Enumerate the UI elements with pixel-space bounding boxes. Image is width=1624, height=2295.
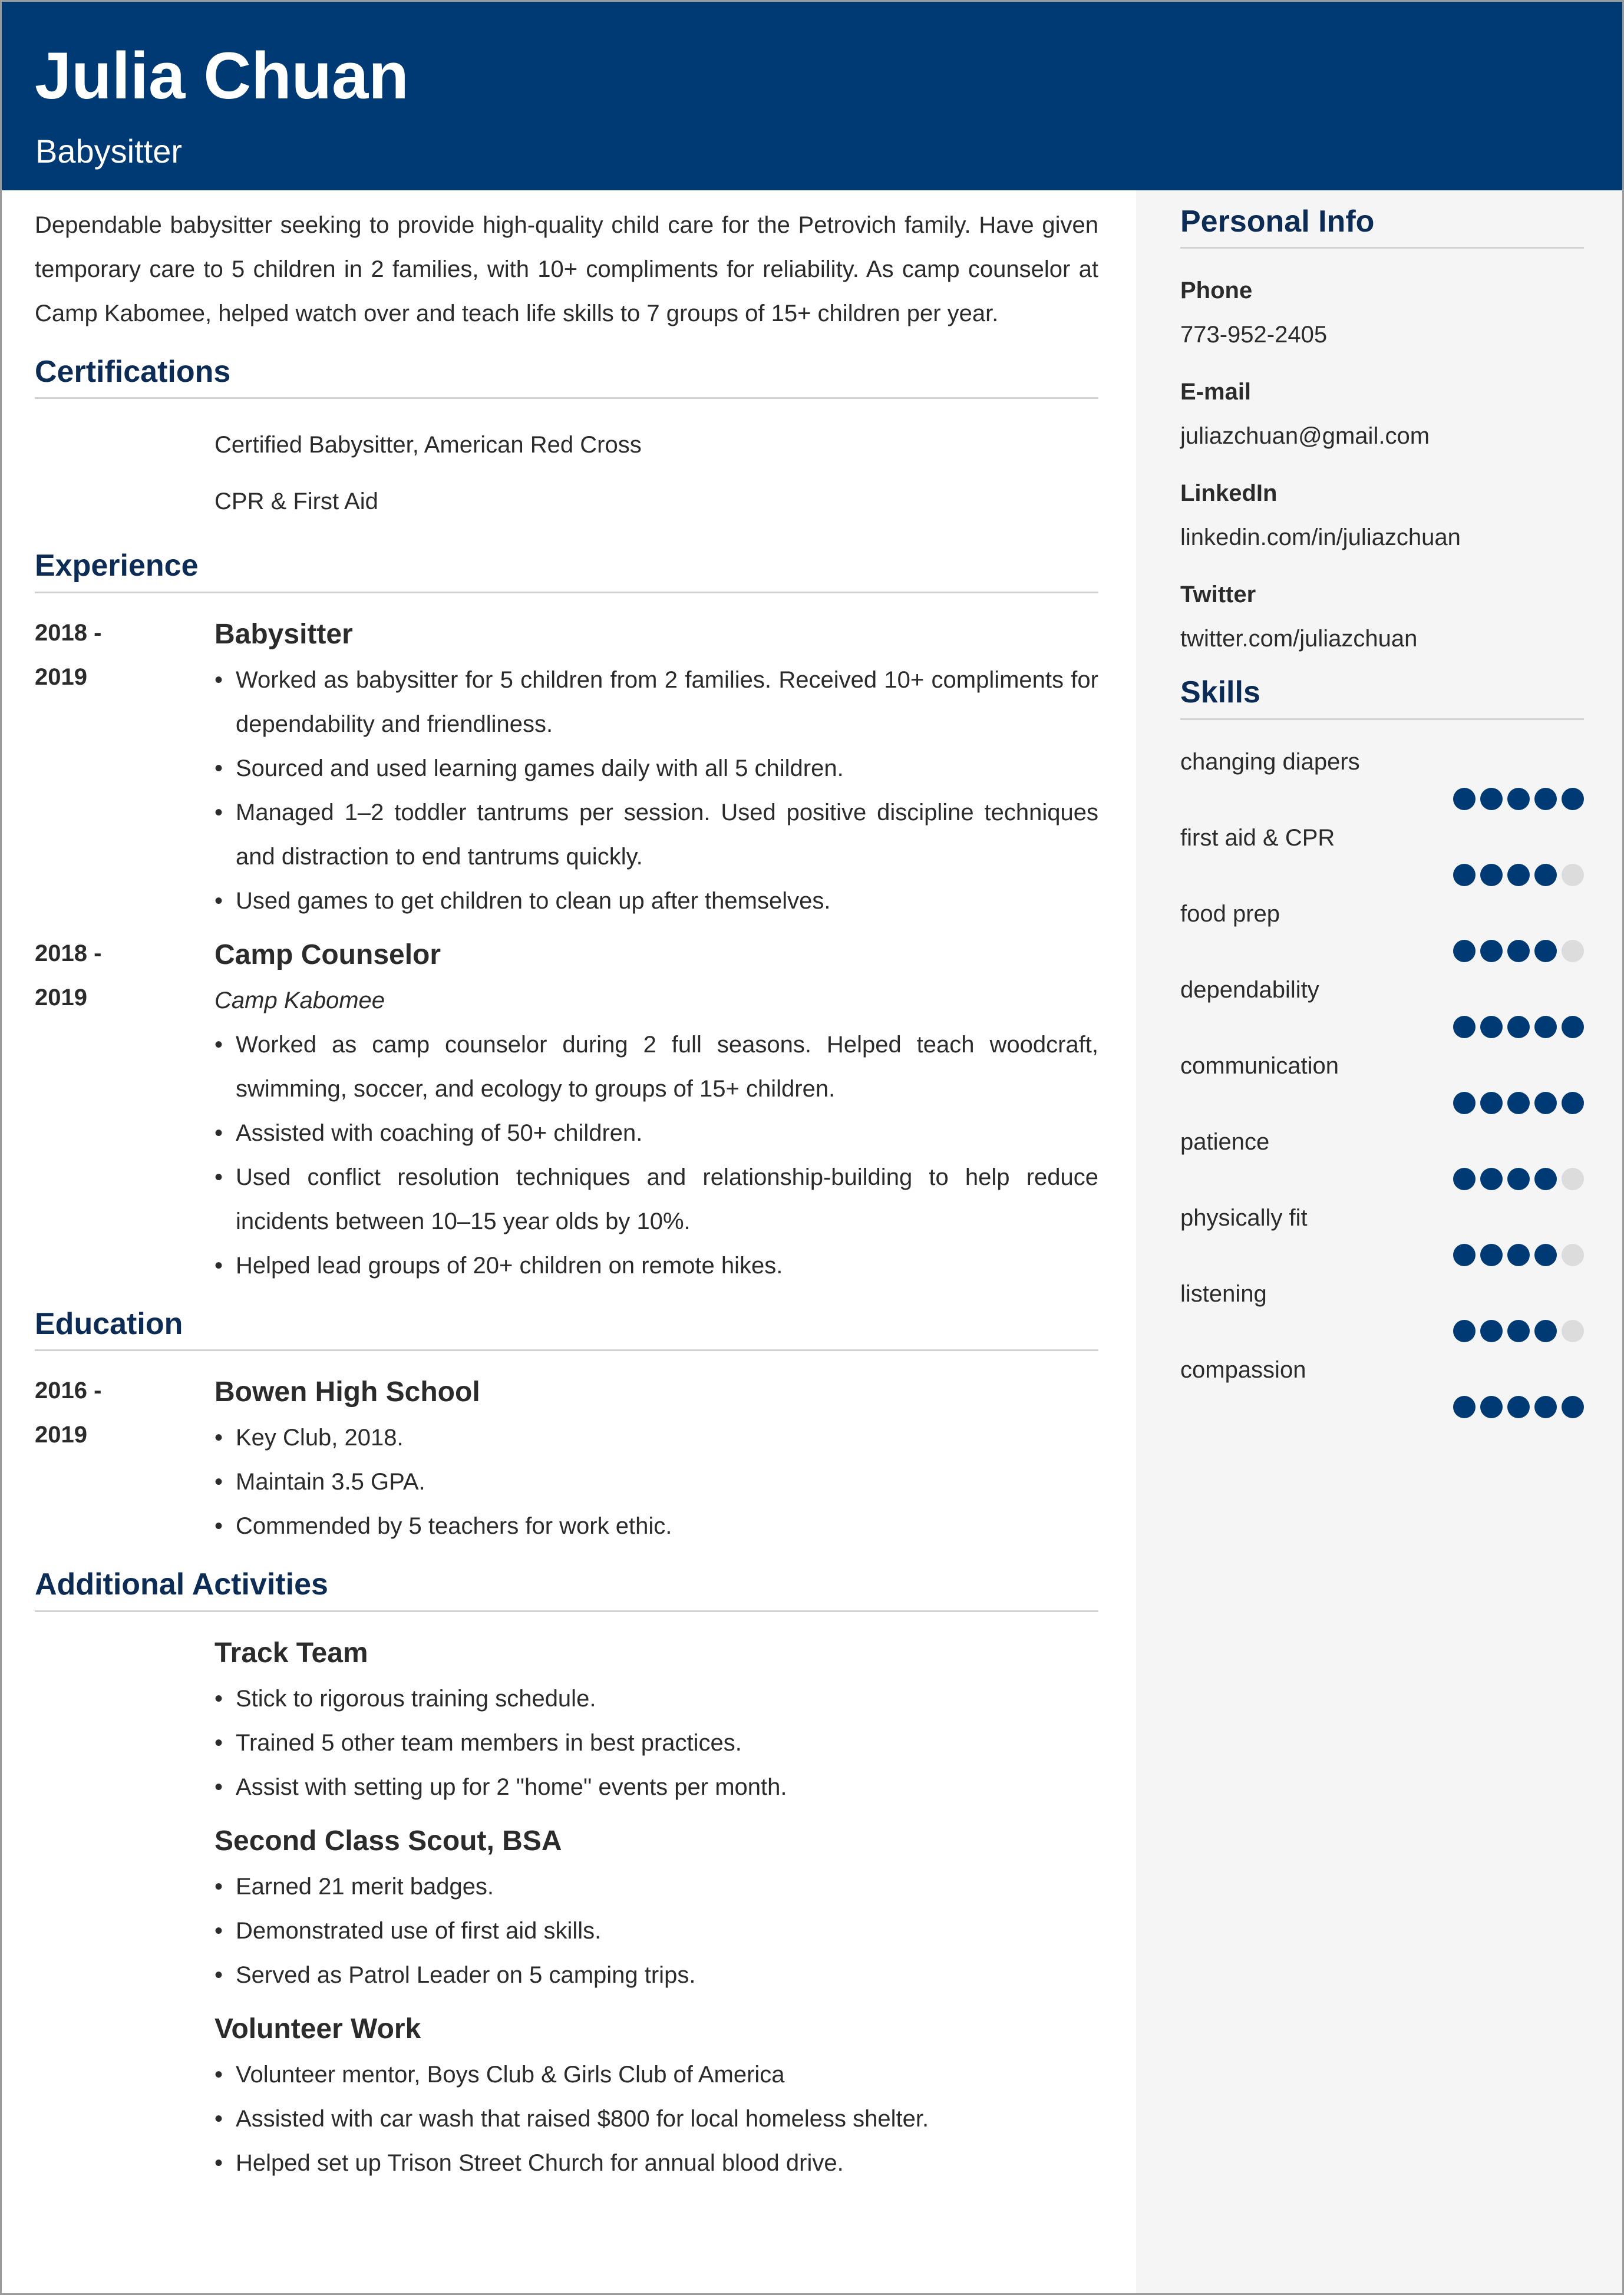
bullet-item: • Helped set up Trison Street Church for annual blood drive. (214, 2141, 1098, 2185)
entry-title: Camp Counselor (214, 939, 441, 970)
entry-organization: Camp Kabomee (214, 987, 385, 1013)
rating-dot-empty (1562, 1320, 1584, 1342)
skill-name: dependability (1180, 976, 1319, 1003)
rating-dot-filled (1562, 1396, 1584, 1418)
rating-dot-empty (1562, 864, 1584, 886)
activities-heading: Additional Activities (35, 1566, 1098, 1612)
rating-dot-filled (1534, 1396, 1557, 1418)
entry-title: Bowen High School (214, 1376, 480, 1408)
skill-rating (1180, 940, 1584, 962)
skill-item (1180, 1196, 1584, 1266)
rating-dot-filled (1480, 940, 1503, 962)
entry-date (35, 1369, 214, 1548)
entry-bullets (214, 1677, 1098, 1809)
rating-dot-filled (1534, 940, 1557, 962)
skills-heading: Skills (1180, 674, 1584, 719)
entry-date (35, 932, 214, 1288)
rating-dot-filled (1534, 1016, 1557, 1038)
skill-name: physically fit (1180, 1204, 1308, 1231)
bullet-item: • Worked as camp counselor during 2 full seasons. Helped teach woodcraft, swimming, soccer, and ecology to groups of 15+ children. (214, 1023, 1098, 1111)
skill-rating (1180, 864, 1584, 886)
rating-dot-filled (1453, 788, 1476, 810)
education-heading: Education (35, 1306, 1098, 1351)
info-label: E-mail (1180, 379, 1252, 405)
skill-name: changing diapers (1180, 748, 1360, 775)
skill-name: listening (1180, 1280, 1267, 1307)
bullet-item: • Volunteer mentor, Boys Club & Girls Club of America (214, 2053, 1098, 2097)
date-start: 2018 - (35, 619, 102, 646)
skill-name: communication (1180, 1052, 1339, 1079)
rating-dot-filled (1534, 864, 1557, 886)
rating-dot-empty (1562, 940, 1584, 962)
bullet-item: • Key Club, 2018. (214, 1416, 1098, 1460)
skill-rating (1180, 1092, 1584, 1114)
rating-dot-filled (1453, 940, 1476, 962)
bullet-item: • Earned 21 merit badges. (214, 1865, 1098, 1909)
main-column (35, 203, 1098, 2194)
bullet-item: • Used conflict resolution techniques and relationship-building to help reduce incidents between 10–15 year olds by 10%. (214, 1155, 1098, 1244)
certifications-list (214, 417, 1098, 530)
bullet-item: • Helped lead groups of 20+ children on remote hikes. (214, 1244, 1098, 1288)
experience-heading: Experience (35, 547, 1098, 593)
rating-dot-empty (1562, 1244, 1584, 1266)
rating-dot-filled (1534, 1244, 1557, 1266)
rating-dot-filled (1507, 1244, 1530, 1266)
skill-name: patience (1180, 1128, 1270, 1155)
summary: Dependable babysitter seeking to provide high-quality child care for the Petrovich family. Have given temporary care to 5 children in 2 families, with 10+ compliments for reliability. As camp counselor at Camp Kabomee, helped watch over and teach life skills to 7 groups of 15+ children per year. (35, 212, 1098, 326)
experience-entry (35, 932, 1098, 1288)
skill-item (1180, 1044, 1584, 1114)
resume-header (2, 2, 1622, 190)
rating-dot-filled (1453, 1320, 1476, 1342)
bullet-item: • Used games to get children to clean up after themselves. (214, 879, 1098, 923)
skill-item (1180, 968, 1584, 1038)
rating-dot-filled (1453, 1168, 1476, 1190)
rating-dot-filled (1507, 940, 1530, 962)
sidebar-content (1180, 203, 1584, 1424)
rating-dot-filled (1453, 864, 1476, 886)
candidate-name: Julia Chuan (35, 39, 409, 113)
bullet-item: • Commended by 5 teachers for work ethic. (214, 1504, 1098, 1548)
entry-title: Track Team (214, 1637, 368, 1669)
bullet-item: • Assist with setting up for 2 "home" events per month. (214, 1765, 1098, 1809)
date-end: 2019 (35, 663, 87, 690)
activity-entry (35, 1818, 1098, 1997)
entry-title: Volunteer Work (214, 2013, 421, 2045)
bullet-item: • Maintain 3.5 GPA. (214, 1460, 1098, 1504)
rating-dot-filled (1562, 788, 1584, 810)
rating-dot-filled (1534, 1168, 1557, 1190)
bullet-item: • Managed 1–2 toddler tantrums per session. Used positive discipline techniques and distraction to end tantrums quickly. (214, 791, 1098, 879)
entry-date (35, 611, 214, 923)
skill-item (1180, 740, 1584, 810)
bullet-item: • Assisted with coaching of 50+ children. (214, 1111, 1098, 1155)
rating-dot-filled (1453, 1244, 1476, 1266)
info-email (1180, 370, 1584, 458)
candidate-role: Babysitter (35, 133, 182, 170)
skill-item (1180, 1348, 1584, 1418)
certification-item: Certified Babysitter, American Red Cross (214, 432, 642, 458)
rating-dot-filled (1453, 1016, 1476, 1038)
skill-rating (1180, 1396, 1584, 1418)
skill-rating (1180, 1320, 1584, 1342)
rating-dot-filled (1480, 864, 1503, 886)
entry-bullets (214, 1023, 1098, 1288)
rating-dot-filled (1562, 1016, 1584, 1038)
rating-dot-filled (1480, 1092, 1503, 1114)
skill-name: first aid & CPR (1180, 824, 1335, 851)
rating-dot-filled (1507, 788, 1530, 810)
bullet-item: • Served as Patrol Leader on 5 camping trips. (214, 1953, 1098, 1997)
skill-rating (1180, 1016, 1584, 1038)
activity-entry (35, 1630, 1098, 1809)
info-twitter (1180, 573, 1584, 661)
rating-dot-filled (1534, 788, 1557, 810)
phone-value: 773-952-2405 (1180, 322, 1328, 348)
rating-dot-filled (1534, 1320, 1557, 1342)
skill-rating (1180, 1168, 1584, 1190)
rating-dot-filled (1480, 788, 1503, 810)
twitter-value: twitter.com/juliazchuan (1180, 626, 1418, 652)
bullet-item: • Sourced and used learning games daily with all 5 children. (214, 747, 1098, 791)
date-end: 2019 (35, 984, 87, 1011)
entry-bullets (214, 658, 1098, 923)
bullet-item: • Worked as babysitter for 5 children from 2 families. Received 10+ compliments for dependability and friendliness. (214, 658, 1098, 747)
rating-dot-filled (1507, 1168, 1530, 1190)
linkedin-value: linkedin.com/in/juliazchuan (1180, 524, 1461, 551)
rating-dot-filled (1507, 1396, 1530, 1418)
rating-dot-filled (1562, 1092, 1584, 1114)
certifications-heading: Certifications (35, 354, 1098, 399)
bullet-item: • Stick to rigorous training schedule. (214, 1677, 1098, 1721)
skill-item (1180, 1120, 1584, 1190)
skill-rating (1180, 788, 1584, 810)
info-label: Twitter (1180, 582, 1256, 608)
rating-dot-filled (1534, 1092, 1557, 1114)
info-label: Phone (1180, 278, 1253, 304)
entry-bullets (214, 1865, 1098, 1997)
skill-rating (1180, 1244, 1584, 1266)
date-start: 2016 - (35, 1378, 102, 1404)
entry-bullets (214, 1416, 1098, 1548)
activity-entry (35, 2006, 1098, 2185)
rating-dot-filled (1480, 1396, 1503, 1418)
skill-item (1180, 816, 1584, 886)
skill-item (1180, 892, 1584, 962)
rating-dot-filled (1480, 1168, 1503, 1190)
email-value: juliazchuan@gmail.com (1180, 423, 1430, 450)
bullet-item: • Demonstrated use of first aid skills. (214, 1909, 1098, 1953)
date-end: 2019 (35, 1422, 87, 1448)
rating-dot-filled (1480, 1244, 1503, 1266)
skill-name: food prep (1180, 900, 1280, 927)
personal-info-heading: Personal Info (1180, 203, 1584, 249)
bullet-item: • Assisted with car wash that raised $800 for local homeless shelter. (214, 2097, 1098, 2141)
education-entry (35, 1369, 1098, 1548)
experience-entry (35, 611, 1098, 923)
entry-title: Second Class Scout, BSA (214, 1825, 562, 1857)
rating-dot-filled (1507, 864, 1530, 886)
bullet-item: • Trained 5 other team members in best practices. (214, 1721, 1098, 1765)
rating-dot-filled (1507, 1320, 1530, 1342)
rating-dot-filled (1453, 1092, 1476, 1114)
info-linkedin (1180, 471, 1584, 560)
rating-dot-filled (1480, 1320, 1503, 1342)
certification-item: CPR & First Aid (214, 488, 378, 515)
rating-dot-filled (1507, 1016, 1530, 1038)
info-phone (1180, 269, 1584, 357)
entry-bullets (214, 2053, 1098, 2185)
skills-list (1180, 740, 1584, 1418)
rating-dot-filled (1480, 1016, 1503, 1038)
skill-name: compassion (1180, 1356, 1306, 1383)
rating-dot-filled (1507, 1092, 1530, 1114)
date-start: 2018 - (35, 940, 102, 966)
rating-dot-empty (1562, 1168, 1584, 1190)
rating-dot-filled (1453, 1396, 1476, 1418)
skill-item (1180, 1272, 1584, 1342)
entry-title: Babysitter (214, 618, 353, 650)
info-label: LinkedIn (1180, 480, 1278, 507)
